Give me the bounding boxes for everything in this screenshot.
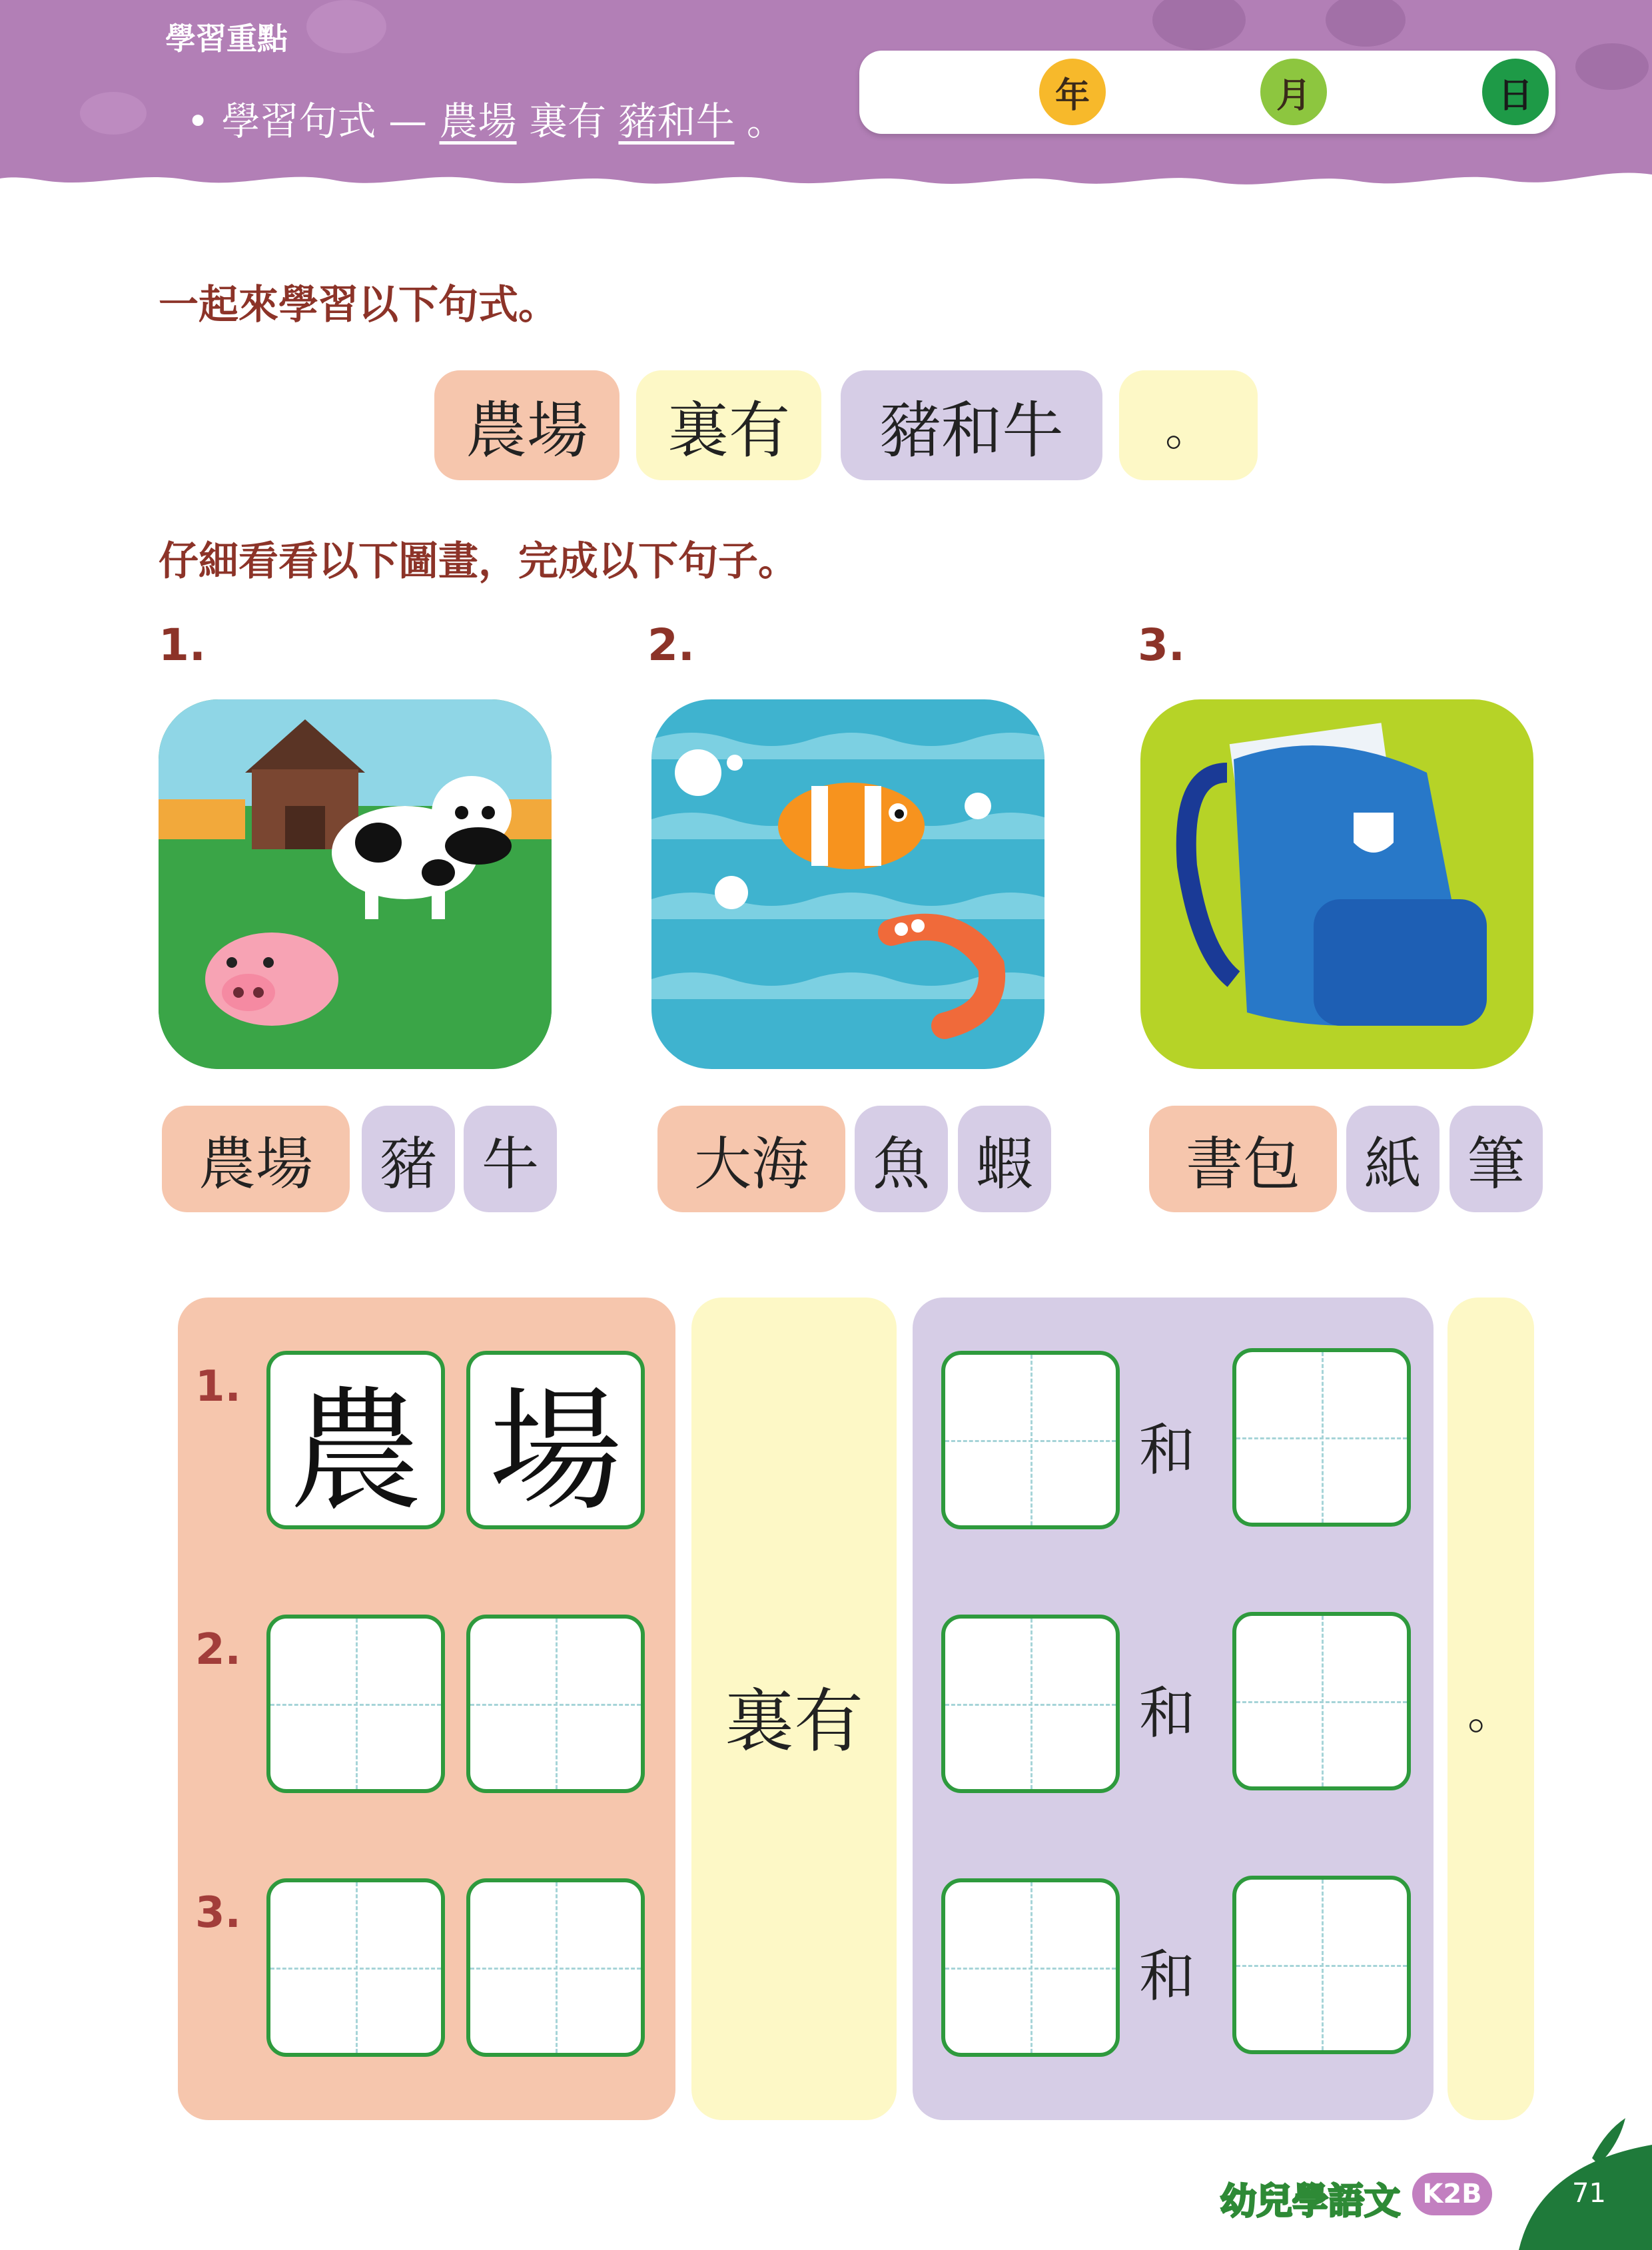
- backpack-picture: [1140, 699, 1533, 1069]
- pig: [205, 933, 338, 1026]
- pattern-objects-pill: 豬和牛: [841, 370, 1102, 480]
- item-number-3: 3.: [1138, 619, 1185, 671]
- row3-place-box-2[interactable]: [466, 1878, 645, 2057]
- row1-and: 和: [1139, 1417, 1196, 1483]
- clownfish: [778, 783, 925, 869]
- row3-object-box-1[interactable]: [941, 1878, 1120, 2057]
- farm-picture: [159, 699, 552, 1069]
- row2-place-box-1[interactable]: [266, 1615, 445, 1793]
- row3-and: 和: [1139, 1944, 1196, 2009]
- focus-period: 。: [746, 99, 785, 144]
- worksheet-verb: 裏有: [724, 1681, 863, 1762]
- row-number-1: 1.: [195, 1362, 241, 1411]
- row2-place-box-2[interactable]: [466, 1615, 645, 1793]
- focus-objects: 豬和牛: [618, 99, 735, 144]
- row-number-3: 3.: [195, 1888, 241, 1938]
- leaf-decoration: [1512, 2105, 1652, 2250]
- item1-place-pill: 農場: [162, 1106, 350, 1212]
- year-label: 年: [1039, 59, 1106, 125]
- day-label: 日: [1482, 59, 1549, 125]
- pattern-verb-pill: 裏有: [636, 370, 821, 480]
- item1-object1-pill: 豬: [362, 1106, 455, 1212]
- row1-object-box-1[interactable]: [941, 1351, 1120, 1529]
- item1-object2-pill: 牛: [464, 1106, 557, 1212]
- item-number-2: 2.: [647, 619, 695, 671]
- month-label: 月: [1260, 59, 1327, 125]
- row1-object-box-2[interactable]: [1232, 1348, 1411, 1527]
- row1-place-box-2: [466, 1351, 645, 1529]
- item2-object2-pill: 蝦: [958, 1106, 1051, 1212]
- level-badge: K2B: [1412, 2173, 1492, 2215]
- item3-place-pill: 書包: [1149, 1106, 1337, 1212]
- row3-object-box-2[interactable]: [1232, 1876, 1411, 2054]
- example-char-2: 場: [488, 1373, 622, 1529]
- item3-object2-pill: 筆: [1449, 1106, 1543, 1212]
- item3-object1-pill: 紙: [1346, 1106, 1440, 1212]
- sea-picture: [651, 699, 1044, 1069]
- section1-heading: 一起來學習以下句式。: [159, 282, 558, 328]
- worksheet-period: 。: [1467, 1685, 1514, 1740]
- line-prefix: 學習句式 —: [221, 99, 440, 144]
- row-number-2: 2.: [195, 1625, 241, 1675]
- row2-object-box-2[interactable]: [1232, 1612, 1411, 1790]
- focus-place: 農場: [439, 99, 517, 144]
- pattern-period-pill: 。: [1119, 370, 1258, 480]
- row1-place-box-1: [266, 1351, 445, 1529]
- brand-name: 幼兒學語文: [1220, 2180, 1400, 2222]
- page-number: 71: [1572, 2178, 1606, 2209]
- section2-heading: 仔細看看以下圖畫，完成以下句子。: [159, 538, 798, 585]
- example-char-1: 農: [288, 1373, 422, 1529]
- learning-focus-title: 學習重點: [165, 21, 288, 57]
- item2-place-pill: 大海: [657, 1106, 845, 1212]
- row2-and: 和: [1139, 1681, 1196, 1746]
- row3-place-box-1[interactable]: [266, 1878, 445, 2057]
- bullet: •: [187, 99, 210, 144]
- pattern-place-pill: 農場: [434, 370, 620, 480]
- learning-focus-line: [187, 90, 785, 146]
- item2-object1-pill: 魚: [855, 1106, 948, 1212]
- item-number-1: 1.: [159, 619, 206, 671]
- row2-object-box-1[interactable]: [941, 1615, 1120, 1793]
- focus-verb: 裏有: [528, 99, 606, 144]
- date-bar: [859, 51, 1555, 134]
